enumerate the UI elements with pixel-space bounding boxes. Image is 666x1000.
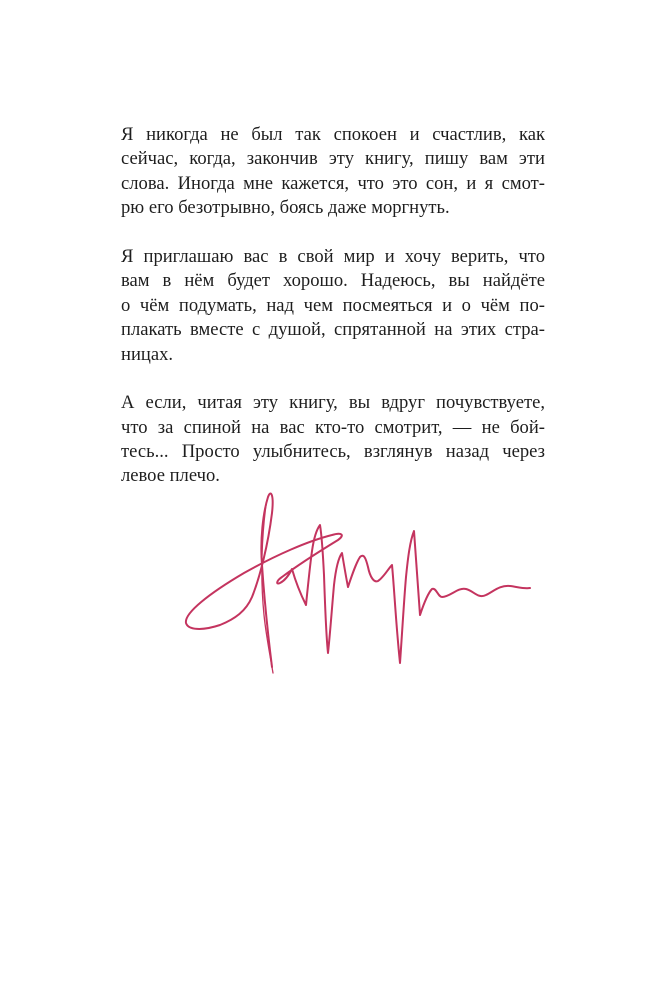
paragraph-3 [121, 391, 545, 489]
text-line: Я никогда не был так спокоен и счастлив, как [121, 124, 545, 145]
text-line: вам в нём будет хорошо. Надеюсь, вы найдёте [121, 270, 545, 292]
paragraph-1 [121, 123, 545, 221]
text-line: ницах. [121, 343, 174, 365]
text-line: слова. Иногда мне кажется, что это сон, и я смот- [121, 172, 545, 194]
text-line: что за спиной на вас кто-то смотрит, — не бой- [121, 416, 545, 438]
paragraph-2 [121, 245, 545, 367]
text-line: тесь... Просто улыбнитесь, взглянув назад через [121, 441, 545, 463]
text-line: рю его безотрывно, боясь даже моргнуть. [121, 197, 450, 219]
author-signature [180, 485, 540, 695]
letter-text [121, 123, 545, 513]
text-line: сейчас, когда, закончив эту книгу, пишу вам эти [121, 148, 545, 170]
text-line: плакать вместе с душой, спрятанной на этих стра- [121, 319, 545, 341]
text-line: Я приглашаю вас в свой мир и хочу верить, что [121, 245, 545, 267]
text-line: левое плечо. [121, 465, 220, 487]
text-line: о чём подумать, над чем посмеяться и о чём по- [121, 294, 545, 316]
signature-stroke-main [186, 494, 530, 667]
text-line: А если, читая эту книгу, вы вдруг почувствуете, [121, 392, 545, 414]
